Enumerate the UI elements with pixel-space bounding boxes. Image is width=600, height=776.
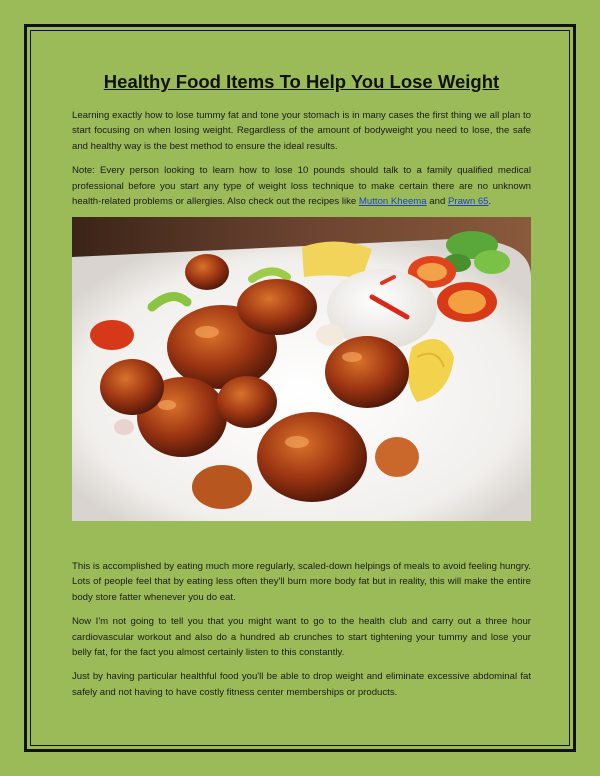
prawn-65-link[interactable]: Prawn 65 [447, 196, 489, 208]
document-top [72, 70, 531, 218]
page-title: Healthy Food Items To Help You Lose Weight [103, 71, 500, 92]
paragraph-intro: Learning exactly how to lose tummy fat and tone your stomach is in many cases the first thing we all plan to start focusing on when losing weight. Regardless of the amount of bodyweight you need to lose, the safe and healthy way is the best method to ensure the ideal results. [72, 110, 531, 152]
note-and: and [426, 196, 448, 208]
mutton-kheema-link[interactable]: Mutton Kheema [358, 196, 427, 208]
paragraph-healthful-food: Just by having particular healthful food you'll be able to drop weight and eliminate excessive abdominal fat safely and not having to have costly fitness center memberships or products. [72, 671, 531, 698]
paragraph-note [72, 163, 531, 209]
paragraph-eating: This is accomplished by eating much more regularly, scaled-down helpings of meals to avoid feeling hungry. Lots of people feel that by eating less often they'll burn more body fat but in reality, this will make the entire body store fatter whenever you do eat. [72, 561, 531, 603]
document-bottom [72, 559, 531, 709]
food-photo-illustration [72, 217, 531, 521]
paragraph-workout: Now I'm not going to tell you that you might want to go to the health club and carry out a three hour cardiovascular workout and also do a hundred ab crunches to start tightening your tummy and lose your belly fat, for the fact you almost certainly listen to this constantly. [72, 616, 531, 659]
food-photo [72, 217, 531, 521]
note-end: . [488, 196, 492, 208]
note-text: Note: Every person looking to learn how to lose 10 pounds should talk to a family qualified medical professional before you start any type of weight loss technique to make certain there are no unknown health-related problems or allergies. Also check out the recipes like [72, 165, 531, 208]
